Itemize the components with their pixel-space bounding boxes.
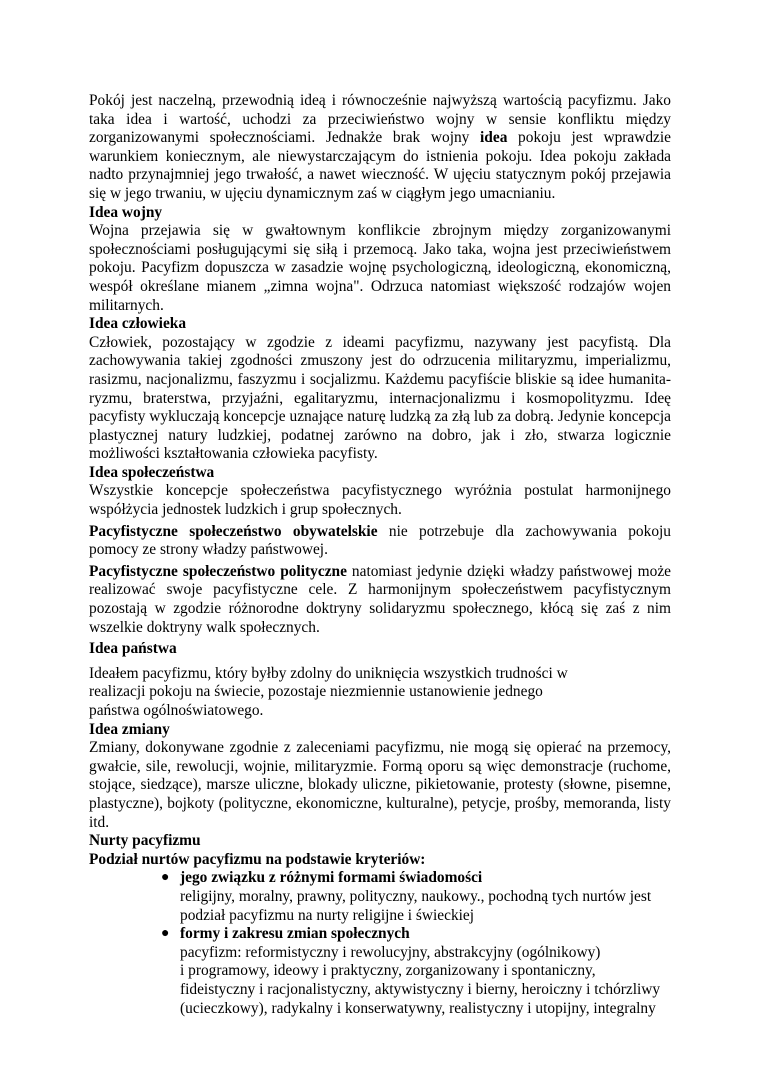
- intro-text-end: pokoju jest wprawdzie warunkiem koniecznym, ale niewystarczającym do istnienia pokoju. Idea pokoju zakłada nadto przynajmniej jego trwałość, a nawet wieczność. W ujęciu statycznym pokój przejawia się w jego trwaniu, w ujęciu dynamicznym zaś w ciągłym jego umacnianiu.: [89, 129, 671, 202]
- heading-currents: Nurty pacyfizmu: [89, 832, 201, 850]
- list-item: [89, 925, 671, 1018]
- civic-society-paragraph: [89, 523, 671, 560]
- state-paragraph: [89, 665, 671, 721]
- state-line: realizacji pokoju na świecie, pozostaje niezmiennie ustanowienie jednego: [89, 683, 543, 701]
- document-body: [89, 92, 671, 1018]
- state-line: Ideałem pacyfizmu, który byłby zdolny do uniknięcia wszystkich trudności w: [89, 664, 568, 682]
- civic-society-text: nie potrzebuje dla zachowywania pokoju pomocy ze strony władzy państwowej.: [89, 522, 671, 559]
- political-society-term: Pacyfistyczne społeczeństwo polityczne: [89, 562, 347, 580]
- political-society-text: natomiast jedynie dzięki władzy państwowej może realizować swoje pacyfistyczne cele. Z harmonijnym społeczeństwem pacyfistycznym pozostają w zgodzie różnorodne doktryny solidaryzmu społecznego, kłócą się zaś z nim wszelkie doktryny walk społecznych.: [89, 562, 672, 636]
- criterion-title: jego związku z różnymi formami świadomości: [180, 869, 483, 887]
- political-society-paragraph: [89, 563, 671, 637]
- subheading-criteria: Podział nurtów pacyfizmu na podstawie kryteriów:: [89, 850, 426, 868]
- heading-change: Idea zmiany: [89, 720, 170, 738]
- criterion-description: [180, 944, 671, 1018]
- heading-human: Idea człowieka: [89, 315, 187, 333]
- list-item: [89, 869, 671, 925]
- heading-society: Idea społeczeństwa: [89, 463, 215, 481]
- change-paragraph: Zmiany, dokonywane zgodnie z zaleceniami pacyfizmu, nie mogą się opierać na przemocy, gwałcie, sile, rewolucji, wojnie, militaryzmie. Formą oporu są więc demonstracje (ruchome, stojące, siedzące), marsze uliczne, blokady uliczne, pikietowanie, protesty (słowne, pisemne, plastyczne), bojkoty (polityczne, ekonomiczne, kulturalne), petycje, prośby, memoranda, listy itd.: [89, 739, 671, 831]
- criterion-line: podział pacyfizmu na nurty religijne i świeckiej: [180, 906, 475, 924]
- bullet-icon: ●: [161, 870, 170, 886]
- criterion-title: formy i zakresu zmian społecznych: [180, 925, 410, 943]
- state-line: państwa ogólnoświatowego.: [89, 702, 264, 719]
- criterion-line: pacyfizm: reformistyczny i rewolucyjny, abstrakcyjny (ogólnikowy): [180, 943, 601, 961]
- intro-text-start: Pokój jest naczelną, przewodnią ideą i równocześnie najwyższą wartością pacyfizmu. Jako taka idea i wartość, uchodzi za przeciwieństwo wojny w sensie konfliktu między zorganizowanymi społecznościami. Jednakże brak wojny: [89, 92, 671, 147]
- human-paragraph: Człowiek, pozostający w zgodzie z ideami pacyfizmu, nazywany jest pacyfistą. Dla zachowywania takiej zgodności zmuszony jest do odrzucenia militaryzmu, imperializmu, rasizmu, nacjonalizmu, faszyzmu i socjalizmu. Każdemu pacyfiście bliskie są idee humanita-ryzmu, braterstwa, przyjaźni, egalitaryzmu, internacjonalizmu i kosmopolityzmu. Ideę pacyfisty wykluczają koncepcje uznające naturę ludzką za złą lub za dobrą. Jedynie koncepcja plastycznej natury ludzkiej, podatnej zarówno na dobro, jak i zło, stwarza logicznie możliwości kształtowania człowieka pacyfisty.: [89, 333, 671, 463]
- criterion-description: [180, 888, 671, 925]
- society-paragraph: Wszystkie koncepcje społeczeństwa pacyfistycznego wyróżnia postulat harmonijnego współżycia jednostek ludzkich i grup społecznych.: [89, 482, 671, 519]
- war-paragraph: Wojna przejawia się w gwałtownym konflikcie zbrojnym między zorganizowanymi społecznościami posługującymi się siłą i przemocą. Jako taka, wojna jest przeciwieństwem pokoju. Pacyfizm dopuszcza w zasadzie wojnę psychologiczną, ideologiczną, ekonomiczną, wespół określane mianem „zimna wojna". Odrzuca natomiast większość rodzajów wojen militarnych.: [89, 222, 671, 314]
- criterion-line: fideistyczny i racjonalistyczny, aktywistyczny i bierny, heroiczny i tchórzliwy: [180, 980, 661, 998]
- heading-war: Idea wojny: [89, 203, 163, 221]
- criterion-line: (ucieczkowy), radykalny i konserwatywny, realistyczny i utopijny, integralny: [180, 999, 656, 1017]
- intro-paragraph: [89, 92, 671, 204]
- criteria-list: [89, 869, 671, 1018]
- criterion-line: i programowy, ideowy i praktyczny, zorganizowany i spontaniczny,: [180, 962, 596, 980]
- criterion-line: religijny, moralny, prawny, polityczny, naukowy., pochodną tych nurtów jest: [180, 887, 652, 905]
- intro-bold-word: idea: [480, 129, 508, 147]
- heading-state: Idea państwa: [89, 640, 177, 658]
- civic-society-term: Pacyfistyczne społeczeństwo obywatelskie: [89, 522, 378, 540]
- bullet-icon: ●: [161, 926, 170, 942]
